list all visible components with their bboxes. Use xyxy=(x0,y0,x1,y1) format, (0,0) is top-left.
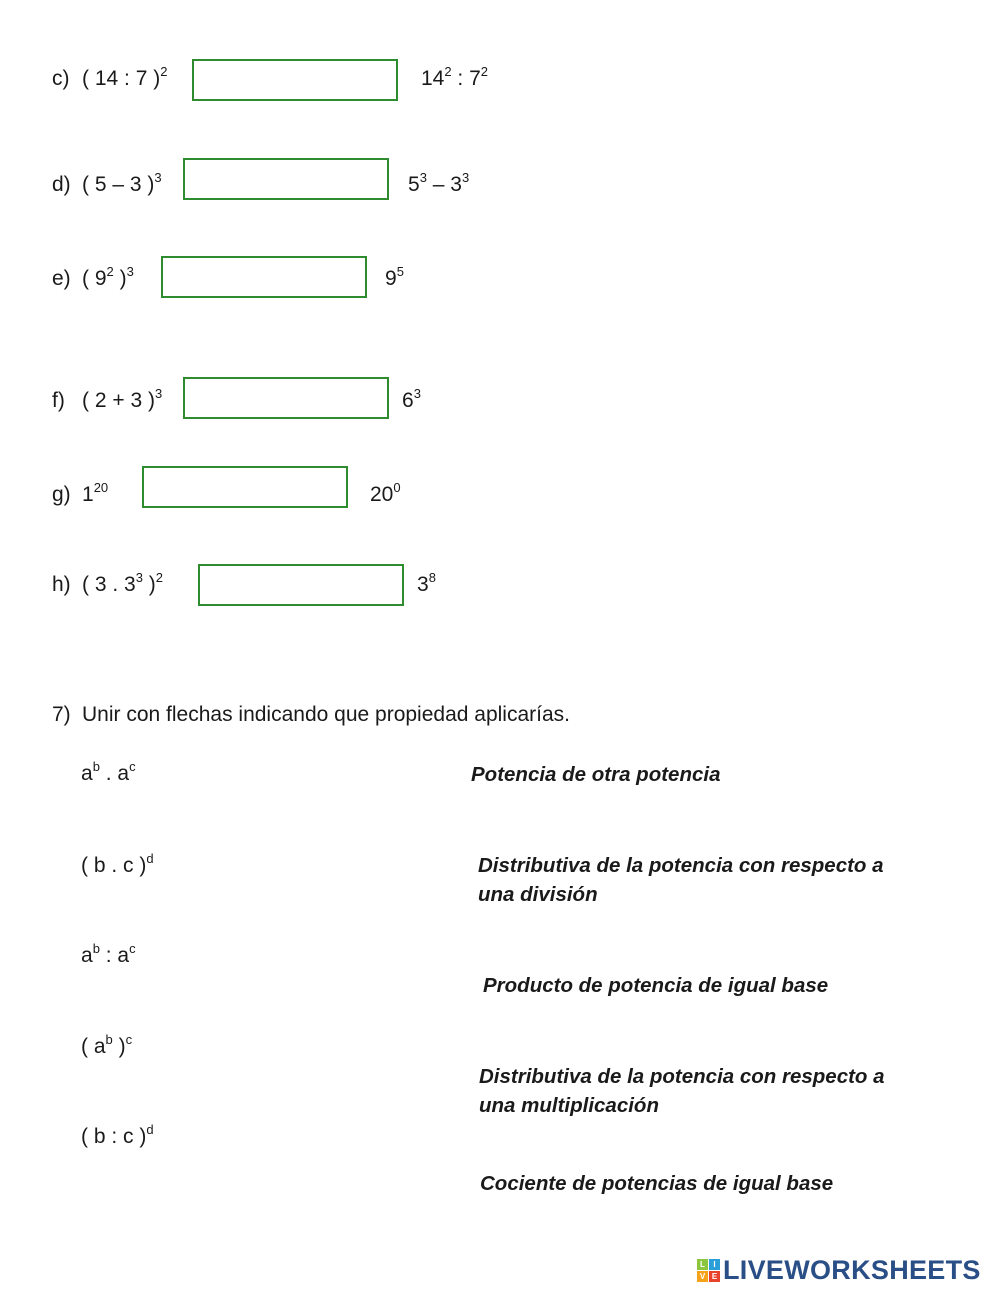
right-expression: $14^2$ : $7^2$ xyxy=(421,64,489,90)
left-expression: ( $9^2$ )$^3$ xyxy=(82,264,134,290)
answer-input[interactable] xyxy=(163,258,365,296)
right-expression: $3^8$ xyxy=(417,570,436,596)
property-line: una división xyxy=(478,883,598,906)
logo-letter: L xyxy=(697,1259,708,1270)
property-distributive-division[interactable] xyxy=(478,851,884,909)
answer-input[interactable] xyxy=(200,566,402,604)
property-quotient-same-base[interactable] xyxy=(480,1169,833,1198)
answer-input[interactable] xyxy=(185,379,387,417)
right-expression: $6^3$ xyxy=(402,386,421,412)
left-expression: ( 5 – 3 )$^3$ xyxy=(82,170,162,196)
expression-quotient-same-base[interactable]: $a^b$ : $a^c$ xyxy=(81,941,136,967)
answer-box[interactable] xyxy=(183,158,389,200)
row-letter: c) xyxy=(52,67,70,90)
answer-input[interactable] xyxy=(185,160,387,198)
logo-text: LIVEWORKSHEETS xyxy=(723,1254,981,1285)
expression-power-of-product[interactable]: ( b . c )$^d$ xyxy=(81,851,154,877)
answer-input[interactable] xyxy=(194,61,396,99)
right-expression: $20^0$ xyxy=(370,480,401,506)
answer-box[interactable] xyxy=(142,466,348,508)
answer-box[interactable] xyxy=(161,256,367,298)
right-expression: $9^5$ xyxy=(385,264,404,290)
property-line: Distributiva de la potencia con respecto a xyxy=(478,854,884,877)
right-expression: $5^3 - 3^3$ xyxy=(408,170,470,196)
property-line: Cociente de potencias de igual base xyxy=(480,1172,834,1195)
row-letter: e) xyxy=(52,267,71,290)
expression-power-of-quotient[interactable]: ( b : c )$^d$ xyxy=(81,1122,154,1148)
row-letter: g) xyxy=(52,483,71,506)
logo-letter: V xyxy=(697,1271,708,1282)
expression-power-of-power[interactable]: ( $a^b$ )$^c$ xyxy=(81,1032,133,1058)
property-power-of-power[interactable] xyxy=(471,760,720,789)
answer-box[interactable] xyxy=(198,564,404,606)
property-line: Producto de potencia de igual base xyxy=(483,974,829,997)
logo-letter: I xyxy=(709,1259,720,1270)
property-line: Potencia de otra potencia xyxy=(471,763,721,786)
property-line: Distributiva de la potencia con respecto a xyxy=(479,1065,885,1088)
answer-box[interactable] xyxy=(183,377,389,419)
row-letter: f) xyxy=(52,389,65,412)
left-expression: ( 3 . $3^3$ )$^2$ xyxy=(82,570,163,596)
answer-box[interactable] xyxy=(192,59,398,101)
property-line: una multiplicación xyxy=(479,1094,659,1117)
liveworksheets-logo xyxy=(697,1252,981,1288)
expression-product-same-base[interactable]: $a^b$ . $a^c$ xyxy=(81,759,136,785)
left-expression: $1^{20}$ xyxy=(82,480,109,506)
answer-input[interactable] xyxy=(144,468,346,506)
property-distributive-multiplication[interactable] xyxy=(479,1062,885,1120)
left-expression: ( 2 + 3 )$^3$ xyxy=(82,386,163,412)
exercise-7-instruction: Unir con flechas indicando que propiedad aplicarías. xyxy=(82,703,570,726)
left-expression: ( 14 : 7 )$^2$ xyxy=(82,64,168,90)
property-product-same-base[interactable] xyxy=(483,971,828,1000)
exercise-7-number: 7) xyxy=(52,703,71,726)
logo-letter: E xyxy=(709,1271,720,1282)
row-letter: h) xyxy=(52,573,71,596)
liveworksheets-logo-icon xyxy=(697,1259,720,1282)
row-letter: d) xyxy=(52,173,71,196)
